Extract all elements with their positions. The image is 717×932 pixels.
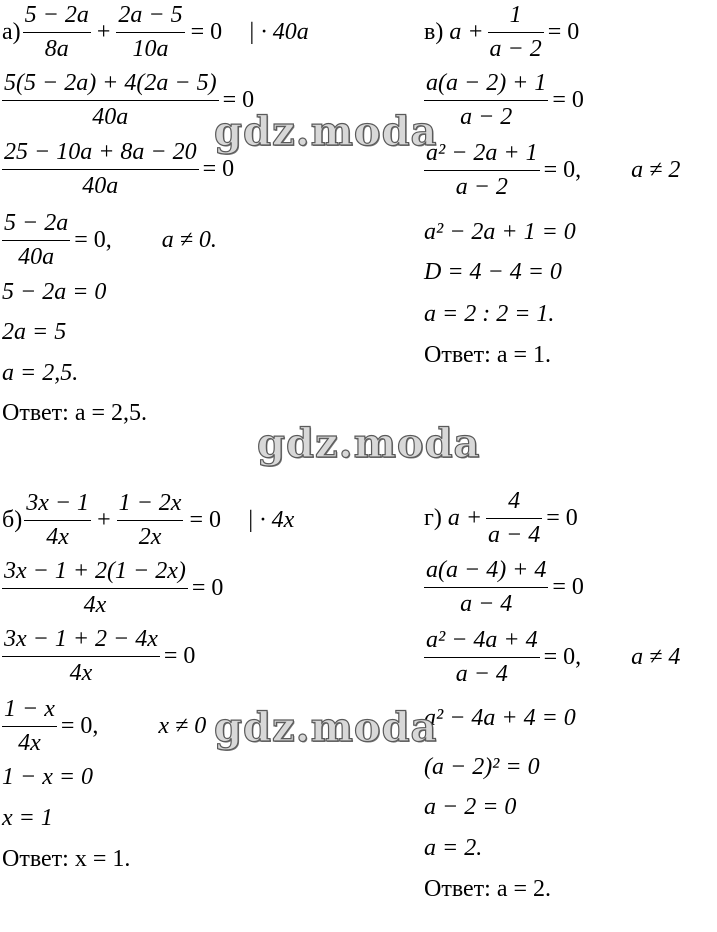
problem-b-eq2: $\frac{3x - 1 + 2(1 - 2x)}{4x}$ = 0 <box>4 558 224 618</box>
fraction: $\frac{5(5 - 2a) + 4(2a - 5)}{40a}$ <box>4 70 217 130</box>
problem-a-line6: 2a = 5 <box>2 319 67 345</box>
problem-g-line6: a − 2 = 0 <box>424 794 517 820</box>
problem-v-label: в) <box>424 19 444 45</box>
problem-b-eq1: б) $\frac{3x - 1}{4x}$ + $\frac{1 - 2x}{2x}$ = 0 | · 4x <box>2 490 295 550</box>
problem-a-eq4: $\frac{5 - 2a}{40a}$ = 0, a ≠ 0. <box>4 210 217 270</box>
problem-g-eq1: г) a + $\frac{4}{a - 4}$ = 0 <box>424 488 578 548</box>
problem-v-line6: a = 2 : 2 = 1. <box>424 301 555 327</box>
problem-a-eq3: $\frac{25 - 10a + 8a - 20}{40a}$ = 0 <box>4 139 235 199</box>
problem-b-line6: x = 1 <box>2 805 53 831</box>
problem-b-answer: Ответ: x = 1. <box>2 846 131 872</box>
problem-b-eq4: $\frac{1 - x}{4x}$ = 0, x ≠ 0 <box>4 696 207 756</box>
fraction: $\frac{5 - 2a}{8a}$ <box>24 2 89 62</box>
problem-g-eq2: $\frac{a(a - 4) + 4}{a - 4}$ = 0 <box>426 557 584 617</box>
problem-a-label: а) <box>2 19 21 45</box>
problem-v-answer: Ответ: a = 1. <box>424 342 552 368</box>
fraction: $\frac{a(a - 2) + 1}{a - 2}$ <box>426 70 547 130</box>
problem-a-line5: 5 − 2a = 0 <box>2 279 107 305</box>
fraction: $\frac{1 - 2x}{2x}$ <box>118 490 182 550</box>
problem-g-eq3: $\frac{\text{a² − 4a + 4}}{a - 4}$ = 0, a ≠ 4 <box>426 627 681 687</box>
fraction: $\frac{\text{a² − 2a + 1}}{a - 2}$ <box>426 140 538 200</box>
problem-b-eq3: $\frac{3x - 1 + 2 - 4x}{4x}$ = 0 <box>4 626 196 686</box>
problem-b-label: б) <box>2 507 23 533</box>
fraction: $\frac{1 - x}{4x}$ <box>4 696 55 756</box>
fraction: $\frac{4}{a - 4}$ <box>488 488 541 548</box>
problem-g-line7: a = 2. <box>424 835 483 861</box>
fraction: $\frac{5 - 2a}{40a}$ <box>4 210 69 270</box>
problem-v-eq2: $\frac{a(a - 2) + 1}{a - 2}$ = 0 <box>426 70 584 130</box>
watermark: gdz.moda <box>214 108 438 155</box>
problem-g-line5: (a − 2)² = 0 <box>424 754 540 780</box>
problem-a-line7: a = 2,5. <box>2 360 79 386</box>
fraction: $\frac{3x - 1 + 2(1 - 2x)}{4x}$ <box>4 558 186 618</box>
fraction: $\frac{\text{a² − 4a + 4}}{a - 4}$ <box>426 627 538 687</box>
fraction: $\frac{25 - 10a + 8a - 20}{40a}$ <box>4 139 197 199</box>
fraction: $\frac{1}{a - 2}$ <box>489 2 542 62</box>
problem-a-eq1: а) $\frac{5 - 2a}{8a}$ + $\frac{2a - 5}{10a}$ = 0 | · 40a <box>2 2 309 62</box>
problem-a-eq2: $\frac{5(5 - 2a) + 4(2a - 5)}{40a}$ = 0 <box>4 70 255 130</box>
problem-a-answer: Ответ: a = 2,5. <box>2 400 148 426</box>
problem-b-line5: 1 − x = 0 <box>2 764 94 790</box>
problem-v-eq1: в) a + $\frac{1}{a - 2}$ = 0 <box>424 2 580 62</box>
fraction: $\frac{3x - 1}{4x}$ <box>26 490 90 550</box>
fraction: $\frac{3x - 1 + 2 - 4x}{4x}$ <box>4 626 158 686</box>
problem-v-eq3: $\frac{\text{a² − 2a + 1}}{a - 2}$ = 0, a ≠ 2 <box>426 140 681 200</box>
watermark: gdz.moda <box>214 704 438 751</box>
watermark: gdz.moda <box>257 420 481 467</box>
problem-v-line5: D = 4 − 4 = 0 <box>424 259 562 285</box>
fraction: $\frac{2a - 5}{10a}$ <box>118 2 183 62</box>
fraction: $\frac{a(a - 4) + 4}{a - 4}$ <box>426 557 547 617</box>
problem-v-line4: a² − 2a + 1 = 0 <box>424 219 576 245</box>
problem-g-answer: Ответ: a = 2. <box>424 876 552 902</box>
problem-g-label: г) <box>424 505 442 531</box>
problem-g-line4: a² − 4a + 4 = 0 <box>424 705 576 731</box>
